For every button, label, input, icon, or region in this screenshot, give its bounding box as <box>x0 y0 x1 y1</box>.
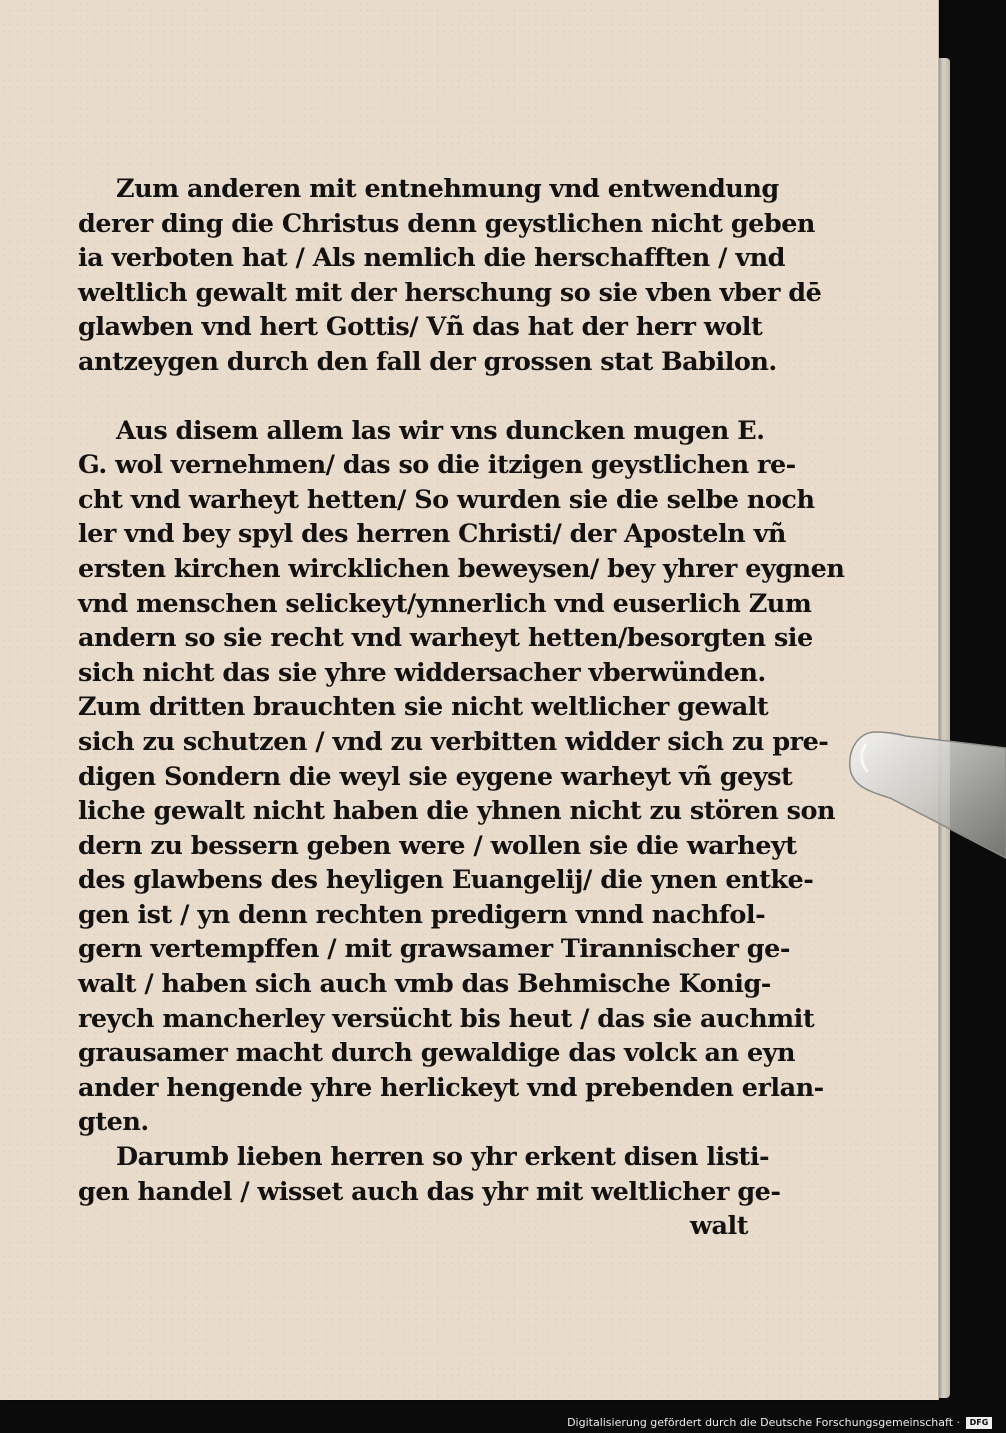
body-text <box>78 172 845 1244</box>
text-line: gen handel / wisset auch das yhr mit weltlicher ge- <box>78 1176 781 1207</box>
dfg-logo-icon: DFG <box>966 1417 992 1429</box>
text-line: Aus disem allem las wir vns duncken mugen E. <box>116 415 765 446</box>
funding-credit: Digitalisierung gefördert durch die Deutsche Forschungsgemeinschaft · <box>567 1416 960 1429</box>
text-line: andern so sie recht vnd warheyt hetten/besorgten sie <box>78 623 813 654</box>
catchword: walt <box>690 1211 748 1242</box>
text-line: walt / haben sich auch vmb das Behmische Konig- <box>78 969 771 1000</box>
text-line: ler vnd bey spyl des herren Christi/ der Aposteln vñ <box>78 519 786 550</box>
text-line: liche gewalt nicht haben die yhnen nicht zu stören son <box>78 796 836 827</box>
text-line: gten. <box>78 1107 149 1138</box>
paragraph-gap <box>78 380 748 414</box>
text-line: ia verboten hat / Als nemlich die herschafften / vnd <box>78 243 786 274</box>
text-line: ersten kirchen wircklichen beweysen/ bey yhrer eygnen <box>78 553 845 584</box>
text-line: reych mancherley versücht bis heut / das sie auchmit <box>78 1003 815 1034</box>
text-line: Darumb lieben herren so yhr erkent disen listi- <box>116 1142 770 1173</box>
paragraph-2 <box>78 414 845 1140</box>
text-line: derer ding die Christus denn geystlichen nicht geben <box>78 208 815 239</box>
text-line: des glawbens des heyligen Euangelij/ die ynen entke- <box>78 865 814 896</box>
text-line: G. wol vernehmen/ das so die itzigen geystlichen re- <box>78 450 796 481</box>
text-line: weltlich gewalt mit der herschung so sie vben vber dē <box>78 277 822 308</box>
text-line: antzeygen durch den fall der grossen stat Babilon. <box>78 346 777 377</box>
text-line: sich zu schutzen / vnd zu verbitten widder sich zu pre- <box>78 726 829 757</box>
text-line: digen Sondern die weyl sie eygene warheyt vñ geyst <box>78 761 793 792</box>
text-line: cht vnd warheyt hetten/ So wurden sie die selbe noch <box>78 484 815 515</box>
text-line: glawben vnd hert Gottis/ Vñ das hat der herr wolt <box>78 312 763 343</box>
text-line: grausamer macht durch gewaldige das volck an eyn <box>78 1038 796 1069</box>
text-line: Zum dritten brauchten sie nicht weltlicher gewalt <box>78 692 769 723</box>
text-line: Zum anderen mit entnehmung vnd entwendung <box>116 174 779 204</box>
text-line: ander hengende yhre herlickeyt vnd prebenden erlan- <box>78 1072 824 1103</box>
paragraph-1 <box>78 172 822 380</box>
text-line: sich nicht das sie yhre widdersacher vberwünden. <box>78 657 766 688</box>
text-line: gern vertempffen / mit grawsamer Tirannischer ge- <box>78 934 790 965</box>
paragraph-3 <box>78 1140 781 1209</box>
text-line: vnd menschen selickeyt/ynnerlich vnd euserlich Zum <box>78 588 812 619</box>
footer-bar <box>0 1413 1000 1433</box>
text-line: gen ist / yn denn rechten predigern vnnd nachfol- <box>78 899 766 930</box>
text-line: dern zu bessern geben were / wollen sie die warheyt <box>78 830 797 861</box>
